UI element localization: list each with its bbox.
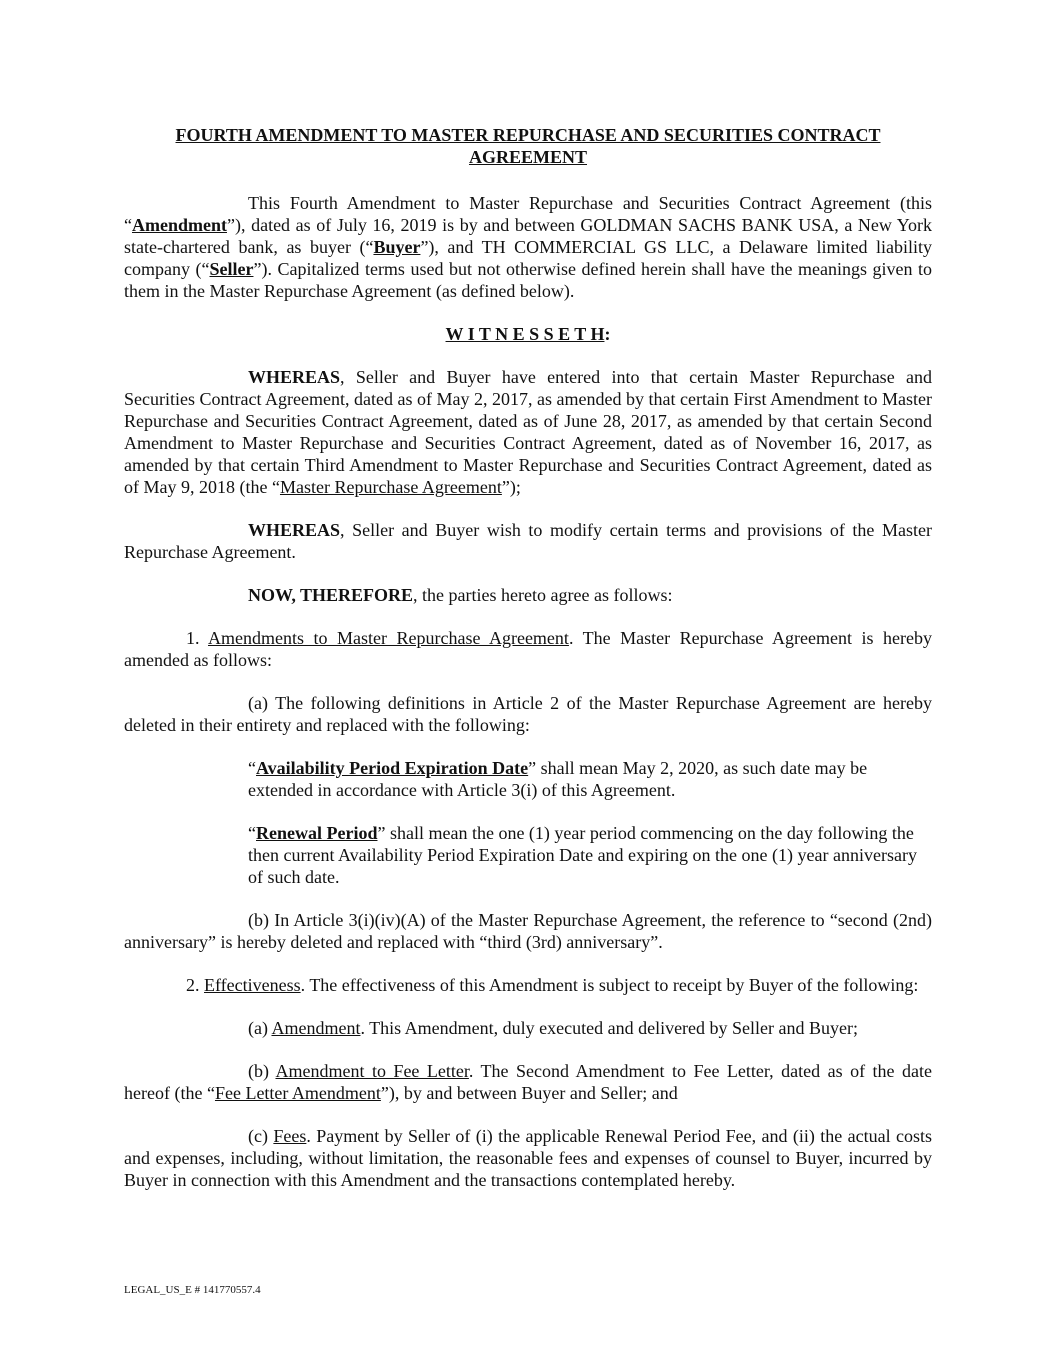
section-2b-heading: Amendment to Fee Letter [275, 1061, 469, 1081]
now-therefore-paragraph [124, 584, 932, 606]
whereas-text-2: , Seller and Buyer wish to modify certain terms and provisions of the Master Repurchase Agreement. [124, 520, 932, 562]
witnesseth-text: W I T N E S S E T H [445, 324, 605, 344]
whereas-paragraph-2 [124, 519, 932, 563]
section-2b-text: . The Second Amendment to Fee Letter, dated as of the date hereof (the “ [124, 1061, 933, 1103]
witnesseth-colon: : [604, 324, 611, 344]
defined-term-amendment: Amendment [132, 215, 227, 235]
definition-renewal-period [248, 822, 932, 888]
section-2b-number: (b) [248, 1061, 276, 1081]
document-footer-id: LEGAL_US_E # 141770557.4 [124, 1284, 261, 1296]
section-2-number: 2. [186, 975, 204, 995]
section-1b: (b) In Article 3(i)(iv)(A) of the Master Repurchase Agreement, the reference to “second (2nd) anniversary” is hereby deleted and replaced with “third (3rd) anniversary”. [124, 910, 932, 952]
section-1-text: . The Master Repurchase Agreement is hereby amended as follows: [124, 628, 932, 670]
definition-2-text: ” shall mean the one (1) year period commencing on the day following the then current Availability Period Expiration Date and expiring on the one (1) year anniversary of such date. [248, 823, 917, 887]
definition-2-term: Renewal Period [256, 823, 378, 843]
section-2a-text: . This Amendment, duly executed and delivered by Seller and Buyer; [360, 1018, 859, 1038]
section-2c-text: . Payment by Seller of (i) the applicable Renewal Period Fee, and (ii) the actual costs and expenses, including, without limitation, the reasonable fees and expenses of counsel to Buyer, incurred by Buyer in connection with this Amendment and the transactions contemplated hereby. [124, 1126, 932, 1190]
now-therefore-text: , the parties hereto agree as follows: [413, 585, 673, 605]
section-2a [124, 1017, 932, 1039]
definition-1-text: ” shall mean May 2, 2020, as such date may be extended in accordance with Article 3(i) of this Agreement. [248, 758, 868, 800]
section-2b [124, 1060, 932, 1104]
definition-2-quote: “ [248, 823, 256, 843]
section-2a-heading: Amendment [271, 1018, 361, 1038]
defined-term-master-repurchase-agreement: Master Repurchase Agreement [279, 477, 502, 497]
intro-paragraph [124, 192, 932, 302]
defined-term-buyer: Buyer [373, 237, 421, 257]
whereas-text-1b: ”); [501, 477, 521, 497]
section-2c-heading: Fees [273, 1126, 307, 1146]
witnesseth-heading [124, 323, 932, 345]
section-1-number: 1. [186, 628, 209, 648]
intro-text-4: ”). Capitalized terms used but not otherwise defined herein shall have the meanings given to them in the Master Repurchase Agreement (as defined below). [124, 259, 932, 301]
document-page [124, 124, 932, 1212]
section-2-text: . The effectiveness of this Amendment is subject to receipt by Buyer of the following: [300, 975, 919, 995]
definition-1-quote: “ [248, 758, 256, 778]
section-2c-number: (c) [248, 1126, 274, 1146]
defined-term-seller: Seller [209, 259, 254, 279]
section-2c [124, 1125, 932, 1191]
definition-1-term: Availability Period Expiration Date [256, 758, 529, 778]
title-line-2: AGREEMENT [468, 147, 587, 167]
whereas-text-1: , Seller and Buyer have entered into that certain Master Repurchase and Securities Contract Agreement, dated as of May 2, 2017, as amended by that certain First Amendment to Master Repurchase and Securities Contract Agreement, dated as of June 28, 2017, as amended by that certain Second Amendment to Master Repurchase and Securities Contract Agreement, dated as of November 16, 2017, as amended by that certain Third Amendment to Master Repurchase and Securities Contract Agreement, dated as of May 9, 2018 (the “ [124, 367, 932, 497]
section-2a-number: (a) [248, 1018, 272, 1038]
defined-term-fee-letter-amendment: Fee Letter Amendment [214, 1083, 381, 1103]
whereas-paragraph-1 [124, 366, 932, 498]
section-2 [124, 974, 932, 996]
now-therefore-lead: NOW, THEREFORE [248, 585, 414, 605]
intro-text-1: This Fourth Amendment to Master Repurchase and Securities Contract Agreement (this “ [124, 193, 932, 235]
intro-text-2: ”), dated as of July 16, 2019 is by and between GOLDMAN SACHS BANK USA, a New York state-chartered bank, as buyer (“ [124, 215, 932, 257]
section-1-heading: Amendments to Master Repurchase Agreement [208, 628, 569, 648]
whereas-lead-2: WHEREAS [248, 520, 341, 540]
section-2-heading: Effectiveness [204, 975, 301, 995]
section-2b-text-2: ”), by and between Buyer and Seller; and [380, 1083, 678, 1103]
section-1a: (a) The following definitions in Article 2 of the Master Repurchase Agreement are hereby deleted in their entirety and replaced with the following: [124, 693, 932, 735]
definition-availability-period [248, 757, 932, 801]
title-line-1: FOURTH AMENDMENT TO MASTER REPURCHASE AND SECURITIES CONTRACT [175, 125, 881, 145]
intro-text-3: ”), and TH COMMERCIAL GS LLC, a Delaware limited liability company (“ [124, 237, 932, 279]
document-title [124, 124, 932, 168]
whereas-lead-1: WHEREAS [248, 367, 341, 387]
section-1 [124, 627, 932, 671]
